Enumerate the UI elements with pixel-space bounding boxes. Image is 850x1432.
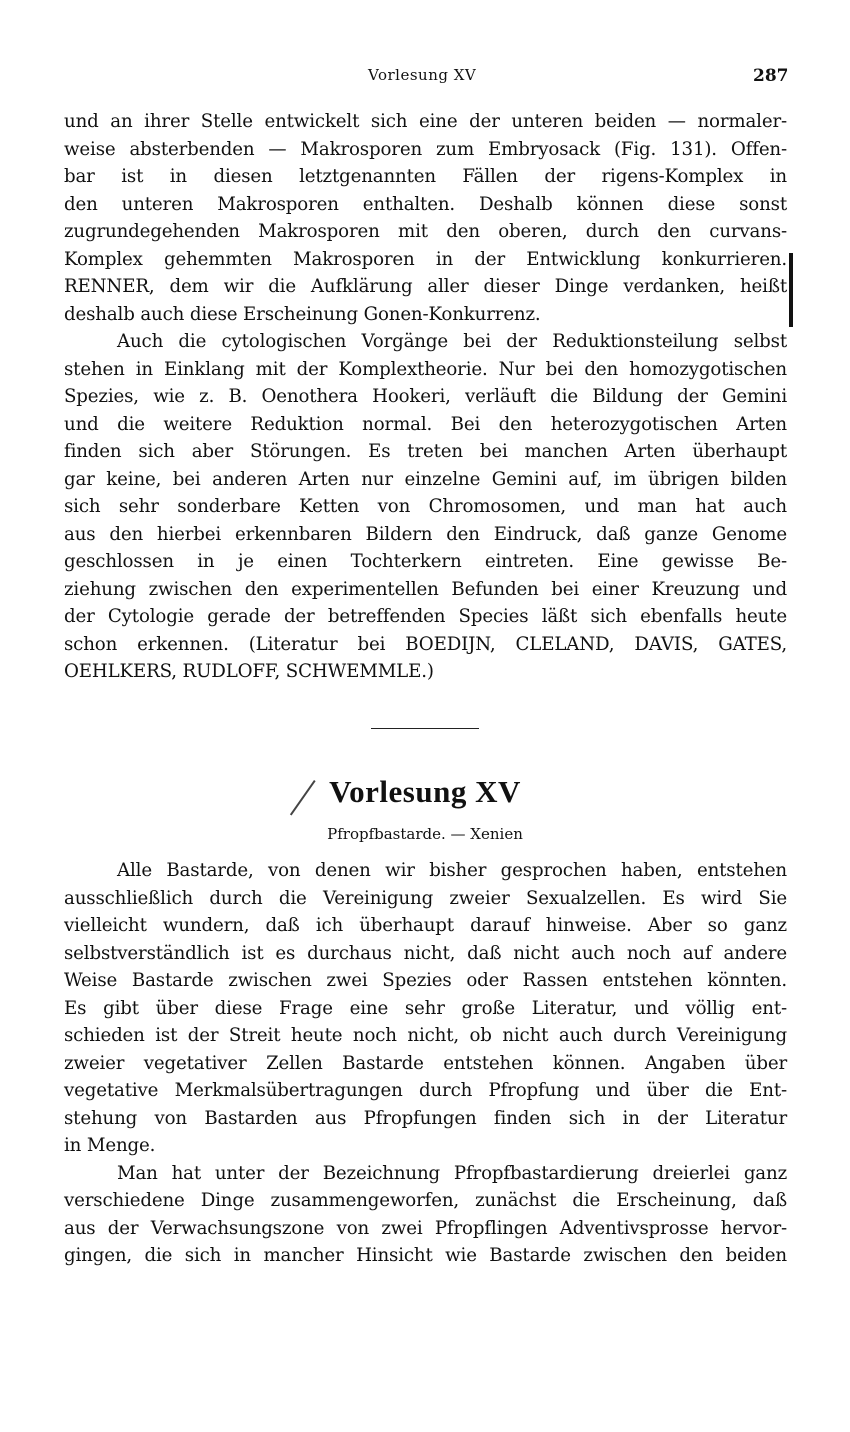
text-line: Komplex gehemmten Makrosporen in der Entwicklung konkurrieren. — [64, 248, 787, 270]
text-line: verschiedene Dinge zusammengeworfen, zunächst die Erscheinung, daß — [64, 1190, 787, 1211]
running-title: Vorlesung XV — [368, 66, 477, 84]
section-divider — [371, 728, 479, 729]
text-line: und die weitere Reduktion normal. Bei den heterozygotischen Arten — [64, 413, 787, 435]
page-number: 287 — [753, 66, 789, 86]
text-line: zweier vegetativer Zellen Bastarde entstehen können. Angaben über — [64, 1052, 787, 1074]
text-block-bottom — [64, 857, 787, 1270]
text-line: gar keine, bei anderen Arten nur einzelne Gemini auf, im übrigen bilden — [64, 468, 787, 490]
text-line: der Cytologie gerade der betreffenden Species läßt sich ebenfalls heute — [64, 606, 787, 627]
text-line: finden sich aber Störungen. Es treten bei manchen Arten überhaupt — [64, 441, 787, 462]
chapter-subtitle: Pfropfbastarde. — Xenien — [327, 825, 523, 843]
text-line: schieden ist der Streit heute noch nicht, ob nicht auch durch Vereinigung — [64, 1025, 787, 1046]
text-line: Spezies, wie z. B. Oenothera Hookeri, verläuft die Bildung der Gemini — [64, 386, 787, 407]
text-line: ziehung zwischen den experimentellen Befunden bei einer Kreuzung und — [64, 578, 787, 600]
text-line: zugrundegehenden Makrosporen mit den oberen, durch den curvans- — [64, 221, 787, 242]
text-line: und an ihrer Stelle entwickelt sich eine der unteren beiden — normaler- — [64, 111, 787, 132]
chapter-title: Vorlesung XV — [329, 774, 521, 809]
text-line: schon erkennen. (Literatur bei BOEDIJN, CLELAND, DAVIS, GATES, — [64, 633, 787, 655]
text-line: deshalb auch diese Erscheinung Gonen-Konkurrenz. — [64, 303, 541, 325]
text-line: weise absterbenden — Makrosporen zum Embryosack (Fig. 131). Offen- — [64, 138, 787, 160]
text-line: RENNER, dem wir die Aufklärung aller dieser Dinge verdanken, heißt — [64, 276, 787, 297]
text-line: in Menge. — [64, 1135, 156, 1156]
text-line: vielleicht wundern, daß ich überhaupt darauf hinweise. Aber so ganz — [64, 915, 787, 936]
text-line: geschlossen in je einen Tochterkern eintreten. Eine gewisse Be- — [64, 551, 787, 572]
text-line: stehen in Einklang mit der Komplextheorie. Nur bei den homozygotischen — [64, 358, 787, 380]
text-block-top — [64, 108, 787, 686]
text-line: Alle Bastarde, von denen wir bisher gesprochen haben, entstehen — [117, 860, 787, 881]
text-line: vegetative Merkmalsübertragungen durch Pfropfung und über die Ent- — [64, 1080, 787, 1101]
text-line: sich sehr sonderbare Ketten von Chromosomen, und man hat auch — [64, 496, 787, 517]
text-line: Es gibt über diese Frage eine sehr große Literatur, und völlig ent- — [64, 997, 787, 1019]
text-line: stehung von Bastarden aus Pfropfungen finden sich in der Literatur — [64, 1107, 787, 1129]
text-line: Weise Bastarde zwischen zwei Spezies oder Rassen entstehen könnten. — [64, 970, 787, 991]
text-line: aus den hierbei erkennbaren Bildern den Eindruck, daß ganze Genome — [64, 523, 787, 545]
text-line: Man hat unter der Bezeichnung Pfropfbastardierung dreierlei ganz — [117, 1162, 787, 1184]
text-line: bar ist in diesen letztgenannten Fällen der rigens-Komplex in — [64, 166, 787, 187]
margin-mark — [789, 253, 793, 327]
running-head — [0, 66, 850, 86]
text-line: OEHLKERS, RUDLOFF, SCHWEMMLE.) — [64, 661, 434, 682]
text-line: aus der Verwachsungszone von zwei Pfropflingen Adventivsprosse hervor- — [64, 1217, 787, 1239]
text-line: ausschließlich durch die Vereinigung zweier Sexualzellen. Es wird Sie — [64, 887, 787, 909]
text-line: den unteren Makrosporen enthalten. Deshalb können diese sonst — [64, 193, 787, 215]
text-line: Auch die cytologischen Vorgänge bei der Reduktionsteilung selbst — [117, 331, 787, 352]
text-line: gingen, die sich in mancher Hinsicht wie Bastarde zwischen den beiden — [64, 1245, 787, 1266]
text-line: selbstverständlich ist es durchaus nicht, daß nicht auch noch auf andere — [64, 942, 787, 964]
